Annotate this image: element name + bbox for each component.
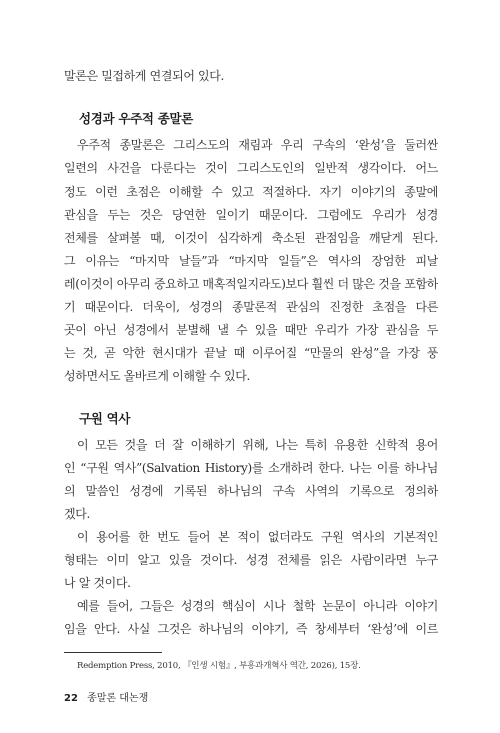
body-line: 예를 들어, 그들은 성경의 핵심이 시나 철학 논문이 아니라 이야기 bbox=[77, 599, 438, 613]
body-line: 는 것, 곧 악한 현시대가 끝날 때 이루어질 “만물의 완성”을 가장 풍 bbox=[64, 346, 438, 360]
body-line: 전체를 살펴볼 때, 이것이 심각하게 축소된 관점임을 깨닫게 된다. bbox=[64, 231, 438, 245]
body-line: 그 이유는 “마지막 날들”과 “마지막 일들”은 역사의 장엄한 피날 bbox=[64, 254, 438, 268]
page-number: 22 bbox=[64, 693, 78, 704]
body-line: 성하면서도 올바르게 이해할 수 있다. bbox=[64, 369, 250, 383]
running-title: 종말론 대논쟁 bbox=[87, 693, 149, 704]
body-line: 우주적 종말론은 그리스도의 재림과 우리 구속의 ‘완성’을 둘러싼 bbox=[77, 138, 438, 152]
body-line: 겠다. bbox=[64, 507, 90, 521]
body-line: 의 말씀인 성경에 기록된 하나님의 구속 사역의 기록으로 정의하 bbox=[64, 484, 438, 498]
body-line: 말론은 밀접하게 연결되어 있다. bbox=[64, 69, 225, 83]
body-line: 인 “구원 역사”(Salvation History)를 소개하려 한다. 나는 이를 하나님 bbox=[64, 461, 438, 475]
body-line: 레(이것이 아무리 중요하고 매혹적일지라도)보다 훨씬 더 많은 것을 포함하 bbox=[64, 277, 438, 291]
section-heading: 구원 역사 bbox=[79, 411, 131, 426]
page-folio bbox=[64, 692, 148, 706]
body-line: 정도 이런 초점은 이해할 수 있고 적절하다. 자기 이야기의 종말에 bbox=[64, 185, 438, 199]
body-line: 곳이 아닌 성경에서 분별해 낼 수 있을 때만 우리가 가장 관심을 두 bbox=[64, 323, 438, 337]
body-line: 기 때문이다. 더욱이, 성경의 종말론적 관심의 진정한 초점을 다른 bbox=[64, 300, 438, 314]
body-line: 이 용어를 한 번도 들어 본 적이 없더라도 구원 역사의 기본적인 bbox=[77, 530, 438, 544]
body-line: 임을 안다. 사실 그것은 하나님의 이야기, 즉 창세부터 ‘완성’에 이르 bbox=[64, 622, 438, 636]
body-line: 관심을 두는 것은 당연한 일이기 때문이다. 그럼에도 우리가 성경 bbox=[64, 208, 438, 222]
body-line: 형태는 이미 알고 있을 것이다. 성경 전체를 읽은 사람이라면 누구 bbox=[64, 553, 438, 567]
body-line: 나 알 것이다. bbox=[64, 576, 131, 590]
body-line: 이 모든 것을 더 잘 이해하기 위해, 나는 특히 유용한 신학적 용어 bbox=[77, 438, 438, 452]
footnote-rule bbox=[64, 652, 162, 653]
body-line: 일련의 사건을 다룬다는 것이 그리스도인의 일반적 생각이다. 어느 bbox=[64, 161, 438, 175]
footnote: Redemption Press, 2010, 『인생 시험』, 부흥과개혁사 역간, 2026), 15장. bbox=[77, 661, 361, 671]
section-heading: 성경과 우주적 종말론 bbox=[79, 111, 194, 126]
